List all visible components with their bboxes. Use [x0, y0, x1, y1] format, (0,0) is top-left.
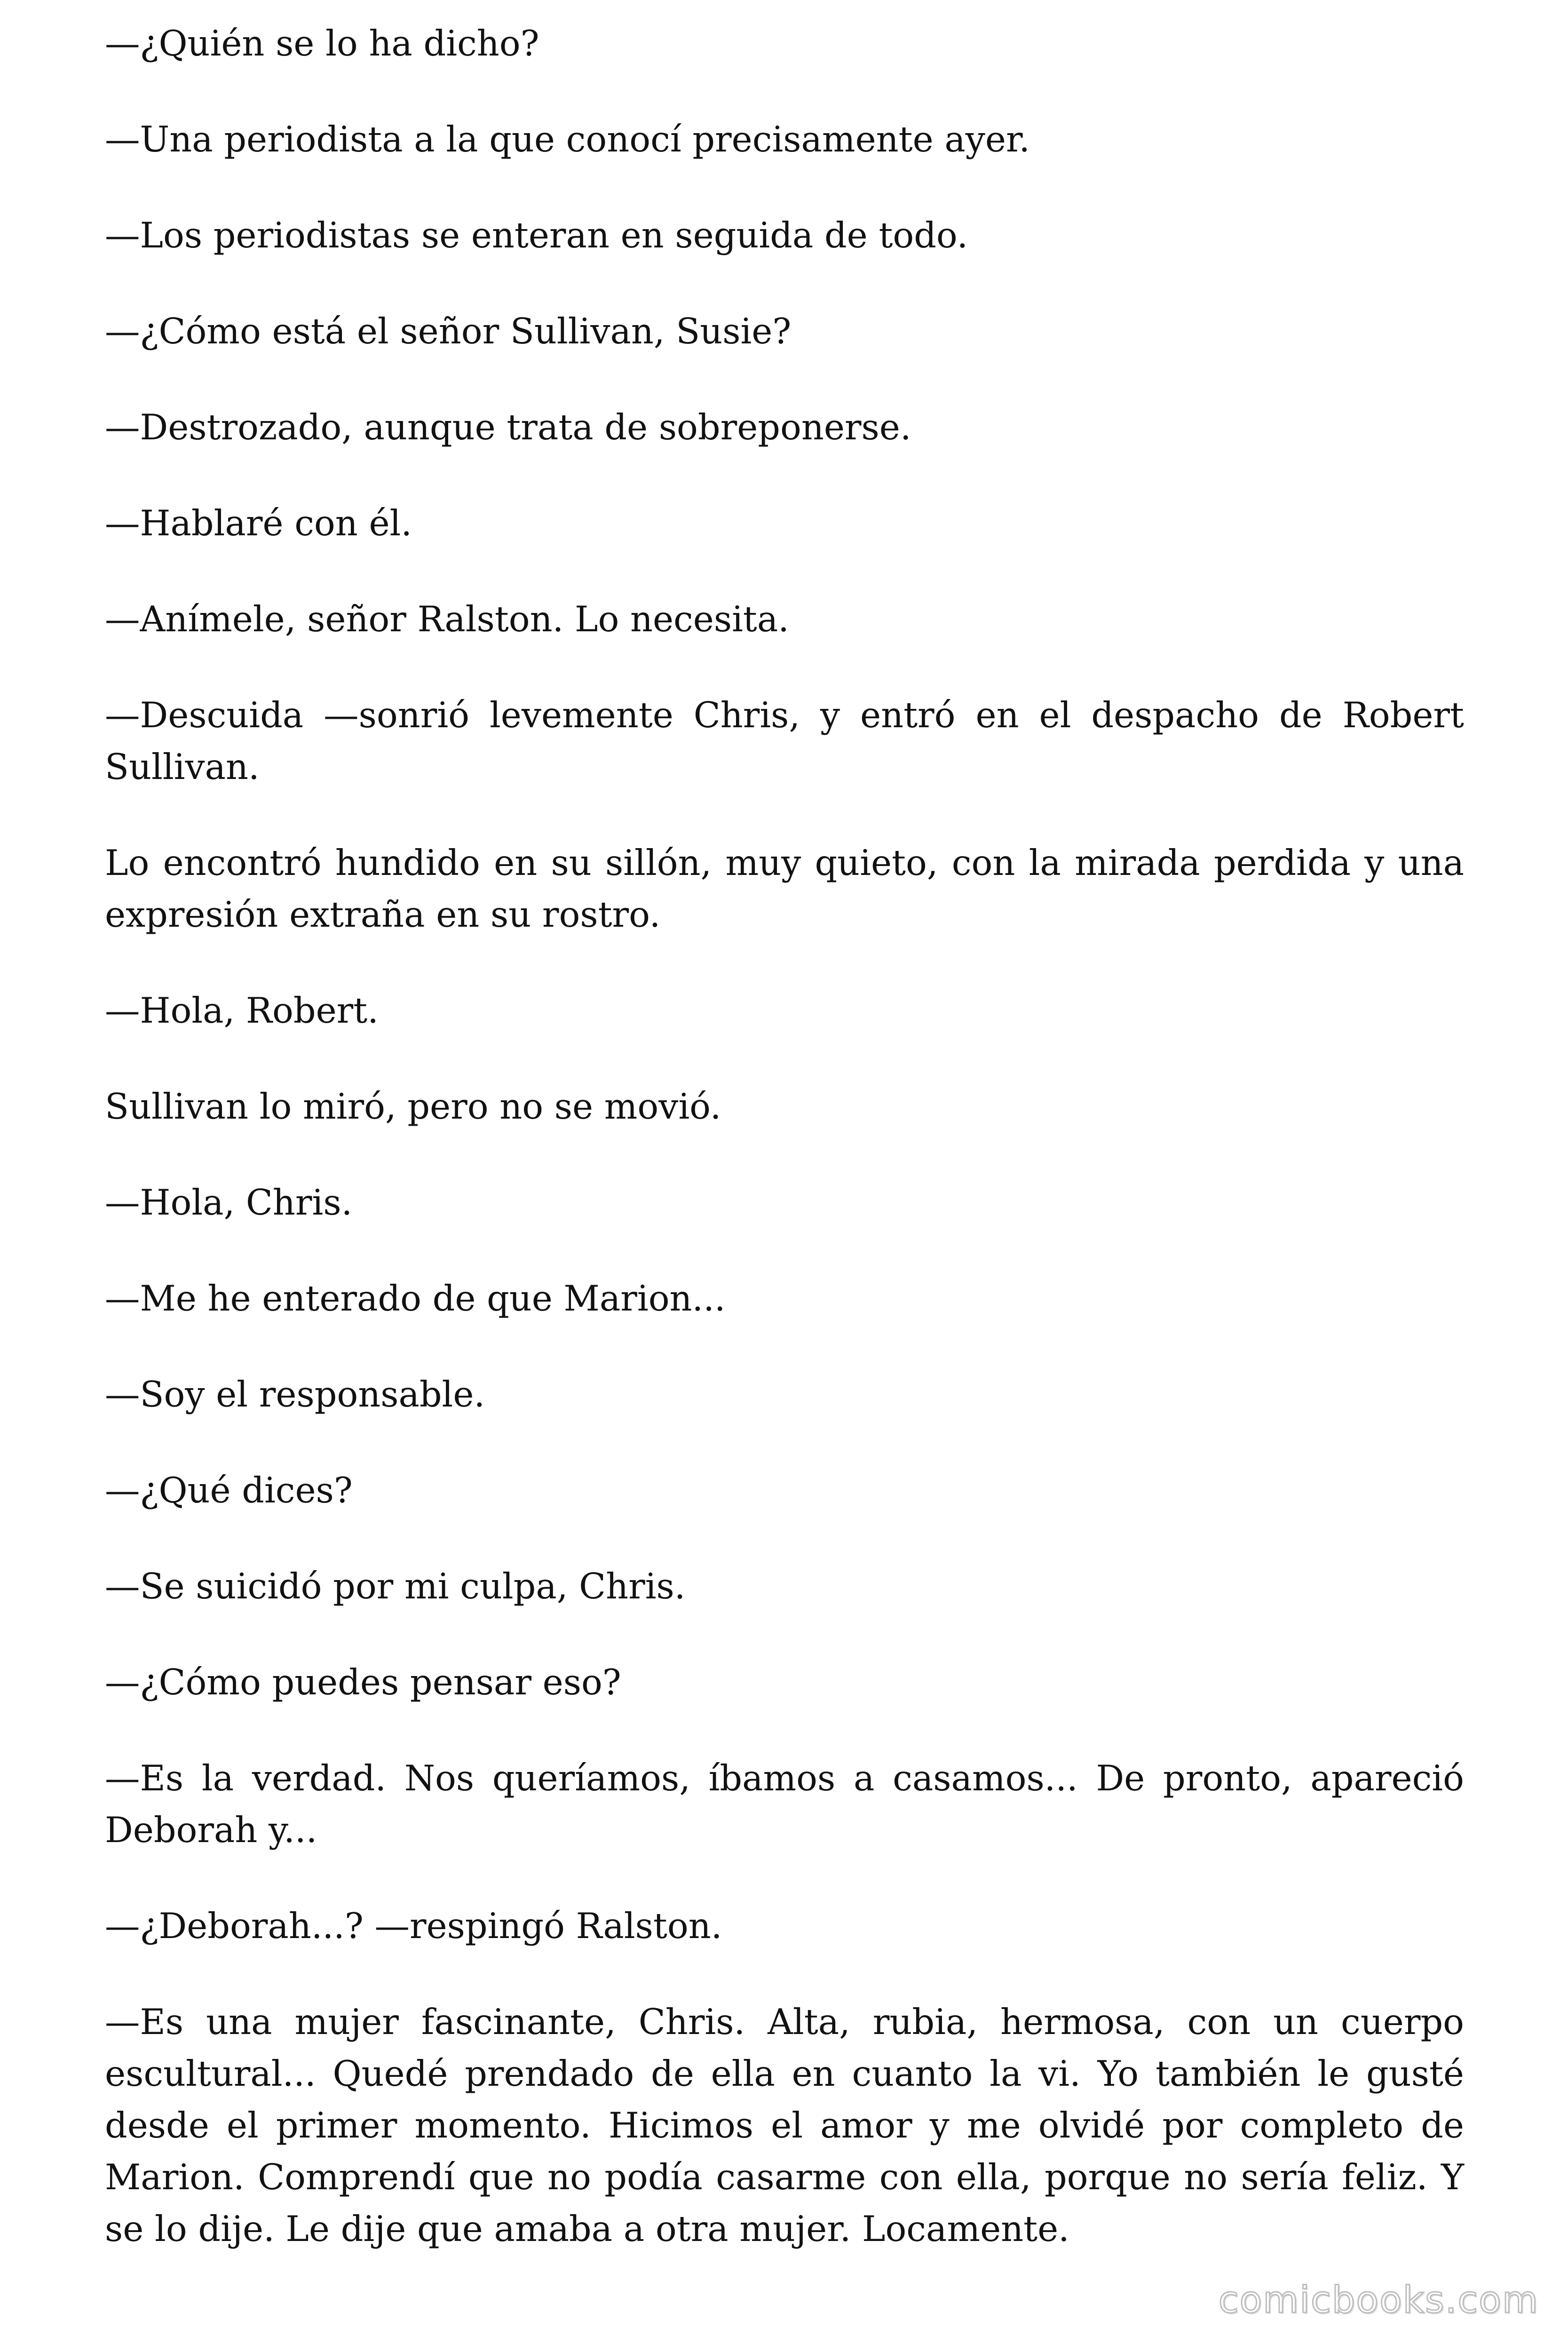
- paragraph-11: Sullivan lo miró, pero no se movió.: [105, 1086, 721, 1127]
- paragraph-7: —Anímele, señor Ralston. Lo necesita.: [105, 599, 789, 640]
- paragraph-12: —Hola, Chris.: [105, 1182, 353, 1223]
- paragraph-14: —Soy el responsable.: [105, 1374, 485, 1415]
- paragraph-18: —Es la verdad. Nos queríamos, íbamos a casamos... De pronto, apareció Deborah y...: [105, 1758, 1464, 1851]
- book-page: [105, 0, 1464, 2352]
- paragraph-8: —Descuida —sonrió levemente Chris, y entró en el despacho de Robert Sullivan.: [105, 695, 1464, 787]
- paragraph-6: —Hablaré con él.: [105, 503, 412, 544]
- paragraph-1: —¿Quién se lo ha dicho?: [105, 23, 539, 64]
- paragraph-4: —¿Cómo está el señor Sullivan, Susie?: [105, 311, 792, 352]
- paragraph-5: —Destrozado, aunque trata de sobreponerse.: [105, 407, 911, 448]
- paragraph-10: —Hola, Robert.: [105, 990, 379, 1031]
- paragraph-9: Lo encontró hundido en su sillón, muy quieto, con la mirada perdida y una expresión extraña en su rostro.: [105, 842, 1464, 935]
- paragraph-2: —Una periodista a la que conocí precisamente ayer.: [105, 119, 1030, 160]
- paragraph-17: —¿Cómo puedes pensar eso?: [105, 1662, 621, 1703]
- paragraph-3: —Los periodistas se enteran en seguida de todo.: [105, 215, 968, 256]
- paragraph-16: —Se suicidó por mi culpa, Chris.: [105, 1566, 686, 1607]
- paragraph-20: —Es una mujer fascinante, Chris. Alta, rubia, hermosa, con un cuerpo escultural... Quedé prendado de ella en cuanto la vi. Yo también le gusté desde el primer momento. Hicimos el amor y me olvidé por completo de Marion. Comprendí que no podía casarme con ella, porque no sería feliz. Y se lo dije. Le dije que amaba a otra mujer. Locamente.: [105, 2002, 1464, 2249]
- paragraph-15: —¿Qué dices?: [105, 1470, 353, 1511]
- paragraph-13: —Me he enterado de que Marion...: [105, 1278, 726, 1319]
- paragraph-19: —¿Deborah...? —respingó Ralston.: [105, 1906, 722, 1947]
- watermark: comicbooks.com: [1218, 2279, 1539, 2321]
